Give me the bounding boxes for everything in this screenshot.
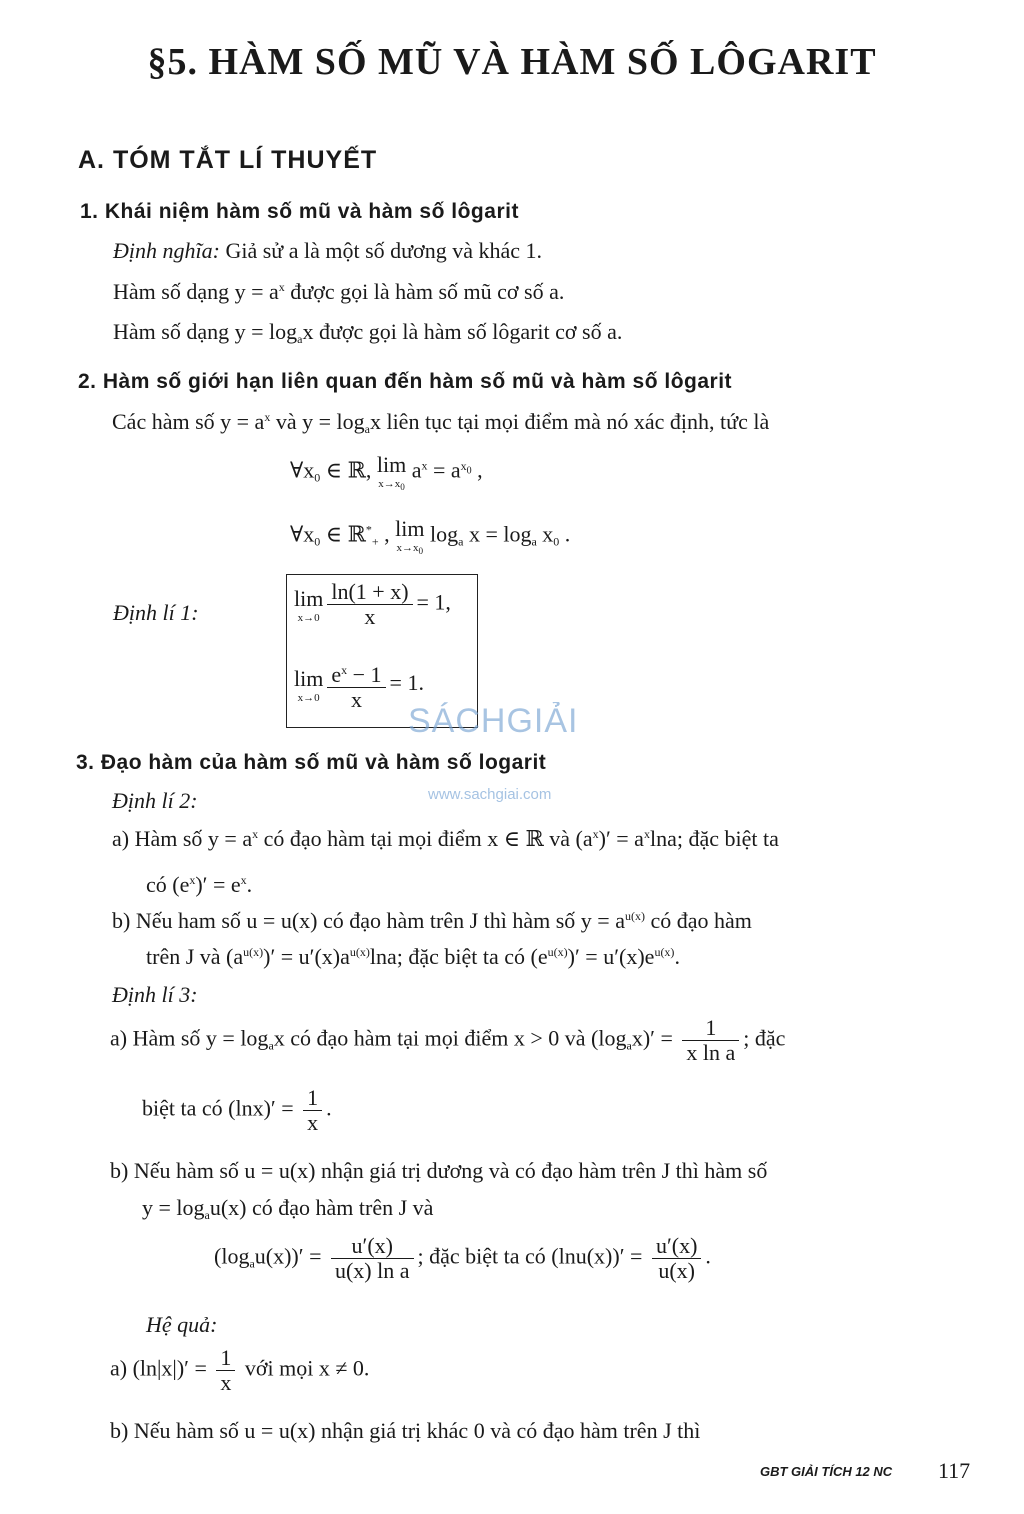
theorem-2a-line1: a) Hàm số $y = a^x$ có đạo hàm tại mọi điểm x ∈ ℝ và $(a^x)' = a^x\ln a$; đặc biệt ta: [112, 826, 779, 851]
theorem-3b-line1: b) Nếu hàm số u = u(x) nhận giá trị dương và có đạo hàm trên J thì hàm số: [110, 1158, 768, 1183]
theorem-1-formula-exp: lim x→0 $\frac{e^x - 1}{x}$ = 1.: [294, 658, 424, 712]
corollary-label: Hệ quả:: [146, 1312, 218, 1337]
theorem-3b-formula: $(\log_au(x))'$ = $\frac{u'(x)}{\text{u(x) ln a}}$ ; đặc biệt ta có (lnu(x))′ = $\frac{u'(x)}{u(x)}$ .: [214, 1233, 711, 1283]
section-1-heading: 1. Khái niệm hàm số mũ và hàm số lôgarit: [80, 200, 519, 223]
corollary-b: b) Nếu hàm số u = u(x) nhận giá trị khác 0 và có đạo hàm trên J thì: [110, 1418, 701, 1443]
theorem-2a-line2: có $(e^x)' = e^x$.: [146, 872, 253, 897]
theorem-3b-line2: $y = \log_au(x)$ có đạo hàm trên J và: [142, 1195, 434, 1222]
log-limit-formula: $\forall x_0$ ∈ ℝ*$_+$ , lim $x\to x_0$ $\log_a x = \log_a x_0$ .: [290, 516, 571, 557]
corollary-a: a) (ln|x|)′ = $\frac{1}{x}$ với mọi x ≠ 0.: [110, 1345, 370, 1395]
theorem-1-label: Định lí 1:: [113, 600, 199, 625]
theorem-3a-line2: biệt ta có (lnx)′ = $\frac{1}{x}$ .: [142, 1085, 332, 1135]
footer-book-title: GBT GIẢI TÍCH 12 NC: [760, 1464, 893, 1479]
section-2-heading: 2. Hàm số giới hạn liên quan đến hàm số mũ và hàm số lôgarit: [78, 370, 733, 393]
theorem-1-formula-ln: lim x→0 $\frac{\ln(1 + x)}{x}$ = 1,: [294, 579, 451, 629]
watermark-url: www.sachgiai.com: [428, 786, 552, 803]
page-number: 117: [938, 1458, 971, 1483]
definition-label: Định nghĩa:: [113, 238, 220, 263]
theorem-2-label: Định lí 2:: [112, 788, 198, 813]
continuity-intro: Các hàm số $y = a^x$ và $y = \log_ax$ liên tục tại mọi điểm mà nó xác định, tức là: [112, 409, 770, 436]
definition-text: Giả sử a là một số dương và khác 1.: [219, 238, 542, 263]
theorem-3a-line1: a) Hàm số $y = \log_ax$ có đạo hàm tại mọi điểm x > 0 và $(\log_ax)'$ = $\frac{1}{\text{x ln a}}$ ; đặc: [110, 1015, 786, 1065]
theorem-2b-line2: trên J và $(a^{u(x)})' = u'(x)a^{u(x)}\ln a$; đặc biệt ta có $(e^{u(x)})' = u'(x)e^{u(x)}$.: [146, 944, 680, 969]
page-title: §5. HÀM SỐ MŨ VÀ HÀM SỐ LÔGARIT: [147, 41, 877, 83]
log-function-def: Hàm số dạng $y = \log_ax$ được gọi là hàm số lôgarit cơ số a.: [113, 319, 623, 346]
theorem-3-label: Định lí 3:: [112, 982, 198, 1007]
exp-function-def: Hàm số dạng $y = a^x$ được gọi là hàm số mũ cơ số a.: [113, 279, 565, 304]
section-3-heading: 3. Đạo hàm của hàm số mũ và hàm số logarit: [76, 751, 547, 774]
watermark-logo: SÁCHGIẢI: [408, 702, 579, 740]
exp-limit-formula: $\forall x_0$ ∈ ℝ, lim $x\to x_0$ $a^x = a^{x_0}$ ,: [290, 452, 483, 493]
theorem-2b-line1: b) Nếu ham số u = u(x) có đạo hàm trên J thì hàm số $y = a^{u(x)}$ có đạo hàm: [112, 908, 752, 933]
section-a-heading: A. TÓM TẮT LÍ THUYẾT: [78, 146, 378, 174]
definition-line: [113, 238, 542, 264]
